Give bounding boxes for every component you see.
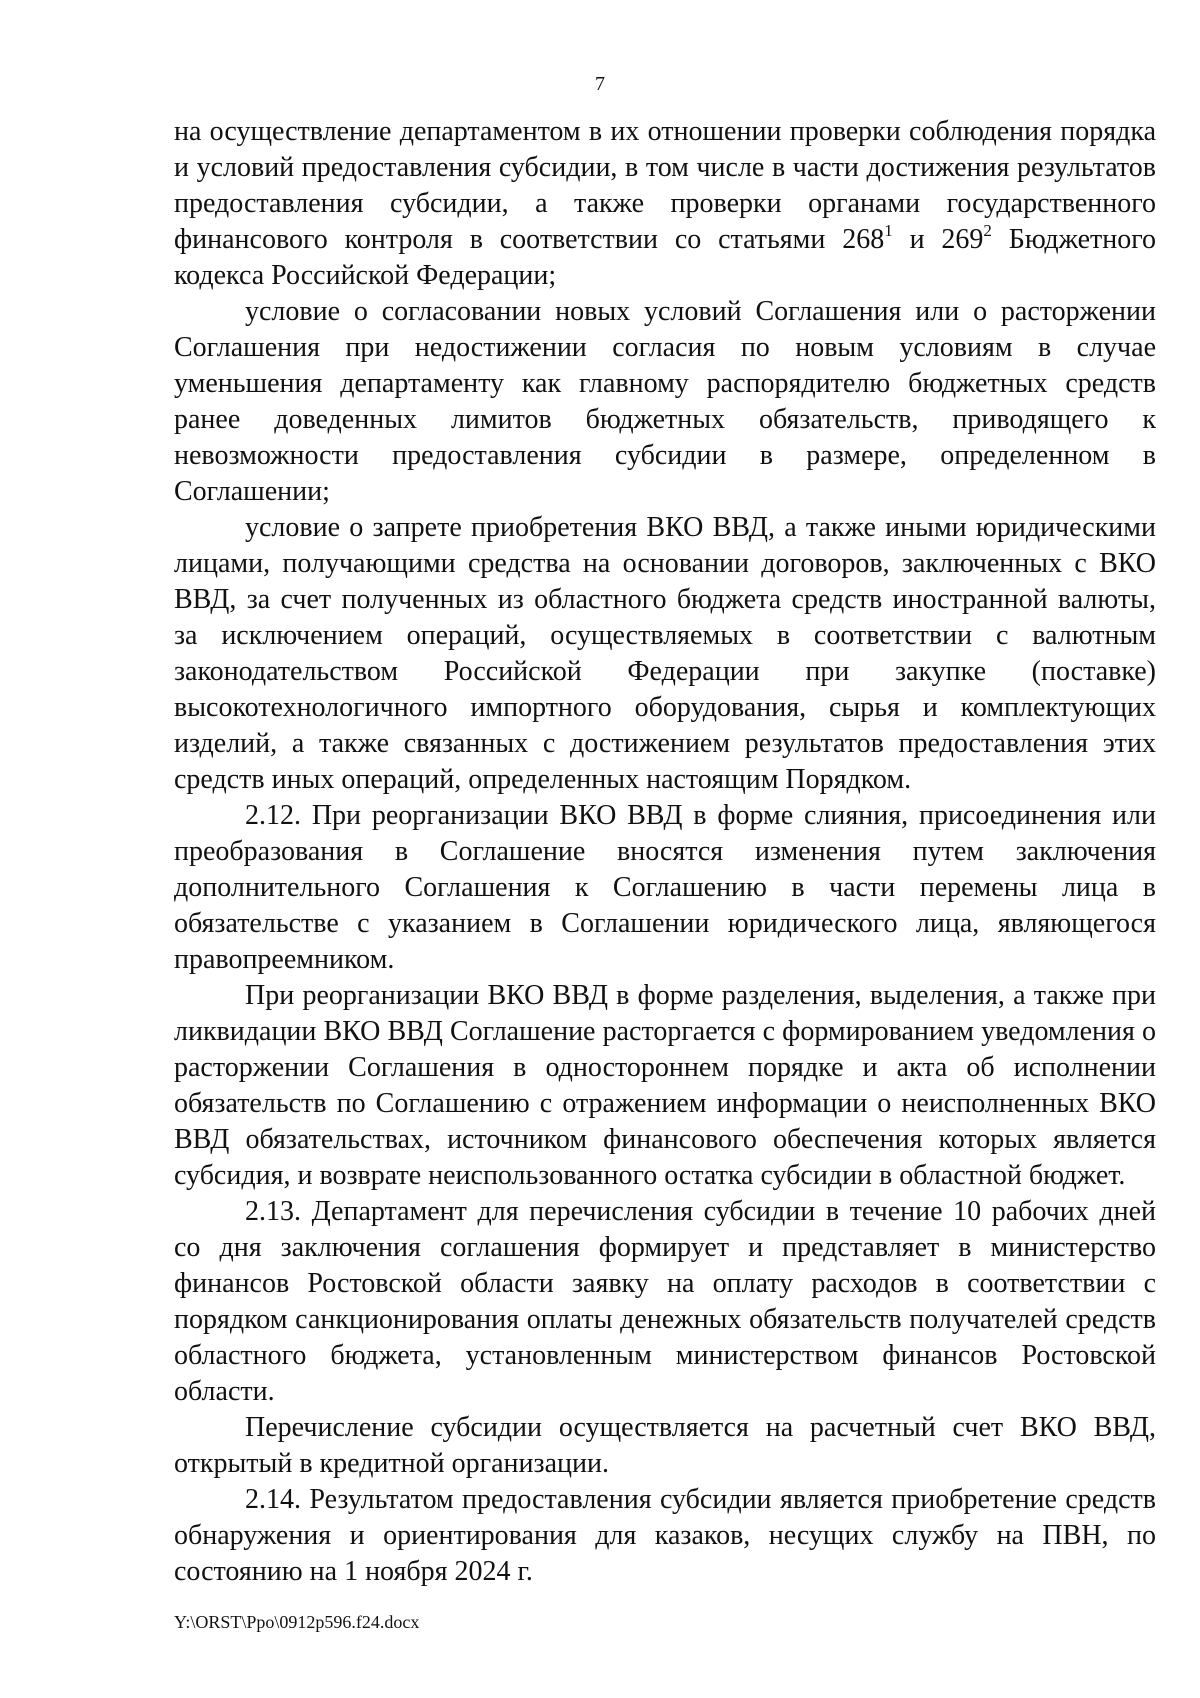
document-body bbox=[174, 114, 1156, 1590]
paragraph-transfer-account: Перечисление субсидии осуществляется на расчетный счет ВКО ВВД, открытый в кредитной организации. bbox=[174, 1412, 1156, 1479]
paragraph-2-12-reorganization: 2.12. При реорганизации ВКО ВВД в форме слияния, присоединения или преобразования в Соглашение вносятся изменения путем заключения дополнительного Соглашения к Соглашению в части перемены лица в обязательстве с указанием в Соглашении юридического лица, являющегося правопреемником. bbox=[174, 800, 1156, 975]
paragraph-2-14-result: 2.14. Результатом предоставления субсидии является приобретение средств обнаружения и ориентирования для казаков, несущих службу на ПВН, по состоянию на 1 ноября 2024 г. bbox=[174, 1484, 1156, 1587]
paragraph-text: и 269 bbox=[892, 224, 984, 255]
paragraph-liquidation: При реорганизации ВКО ВВД в форме разделения, выделения, а также при ликвидации ВКО ВВД Соглашение расторгается с формированием уведомления о расторжении Соглашения в одностороннем порядке и акта об исполнении обязательств по Соглашению с отражением информации о неисполненных ВКО ВВД обязательствах, источником финансового обеспечения которых является субсидия, и возврате неиспользованного остатка субсидии в областной бюджет. bbox=[174, 980, 1156, 1191]
paragraph-text: Бюджетного кодекса Российской Федерации; bbox=[174, 224, 1157, 291]
page-number: 7 bbox=[595, 73, 605, 95]
paragraph-2-13-payment-request: 2.13. Департамент для перечисления субсидии в течение 10 рабочих дней со дня заключения соглашения формирует и представляет в министерство финансов Ростовской области заявку на оплату расходов в соответствии с порядком санкционирования оплаты денежных обязательств получателей средств областного бюджета, установленным министерством финансов Ростовской области. bbox=[174, 1196, 1156, 1407]
paragraph-currency-ban: условие о запрете приобретения ВКО ВВД, а также иными юридическими лицами, получающими средства на основании договоров, заключенных с ВКО ВВД, за счет полученных из областного бюджета средств иностранной валюты, за исключением операций, осуществляемых в соответствии с валютным законодательством Российской Федерации при закупке (поставке) высокотехнологичного импортного оборудования, сырья и комплектующих изделий, а также связанных с достижением результатов предоставления этих средств иных операций, определенных настоящим Порядком. bbox=[174, 512, 1156, 795]
paragraph-text: на осуществление департаментом в их отношении проверки соблюдения порядка и условий предоставления субсидии, в том числе в части достижения результатов предоставления субсидии, а также проверки органами государственного финансового контроля в соответствии со статьями 268 bbox=[174, 116, 1156, 255]
file-path-footer: Y:\ORST\Ppo\0912p596.f24.docx bbox=[174, 1612, 420, 1632]
paragraph-conditions-audit bbox=[174, 114, 1156, 294]
paragraph-new-conditions: условие о согласовании новых условий Соглашения или о расторжении Соглашения при недостижении согласия по новым условиям в случае уменьшения департаменту как главному распорядителю бюджетных средств ранее доведенных лимитов бюджетных обязательств, приводящего к невозможности предоставления субсидии в размере, определенном в Соглашении; bbox=[174, 296, 1156, 507]
superscript-1: 1 bbox=[884, 220, 893, 240]
superscript-2: 2 bbox=[983, 220, 992, 240]
